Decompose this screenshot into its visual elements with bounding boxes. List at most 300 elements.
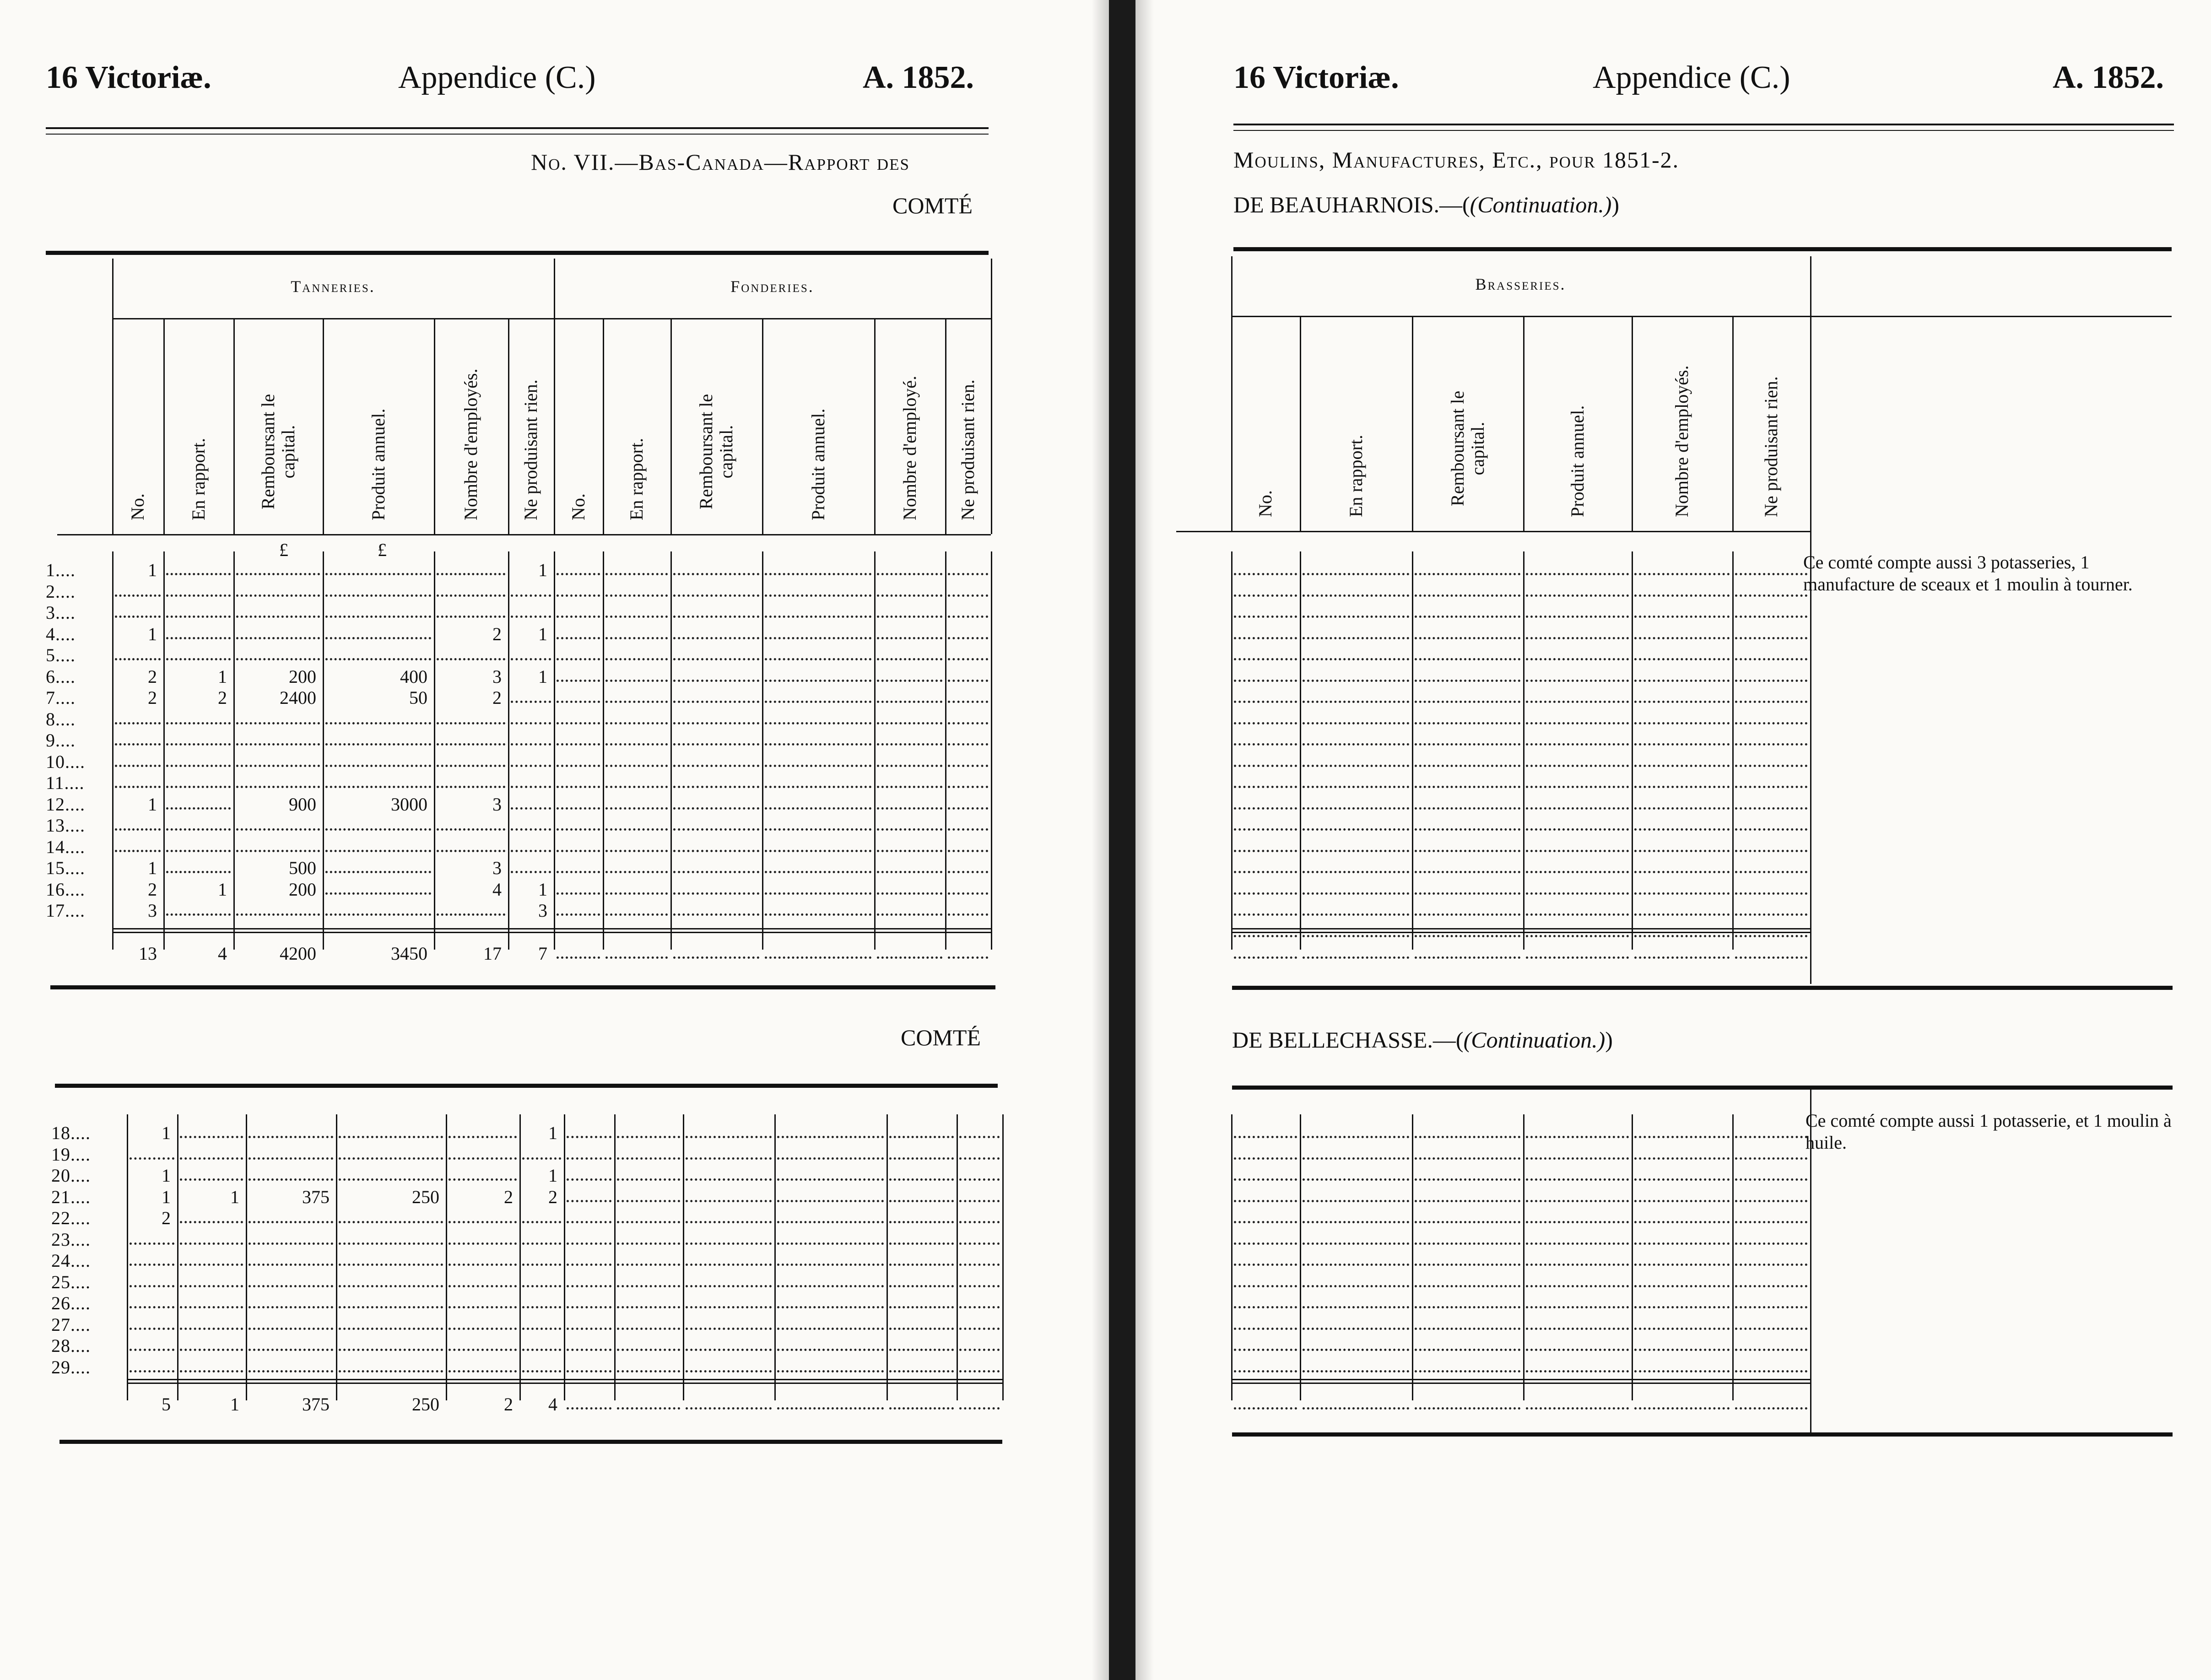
leader-dots <box>449 1370 517 1372</box>
leader-dots <box>1526 1285 1629 1287</box>
leader-dots <box>249 1328 333 1330</box>
leader-dots <box>449 1242 517 1245</box>
cell-value: 375 <box>302 1186 330 1207</box>
leader-dots <box>1735 616 1807 618</box>
county-bellechasse-name: DE BELLECHASSE. <box>1232 1027 1433 1053</box>
leader-dots <box>777 1221 884 1223</box>
total-value: 1 <box>230 1394 239 1415</box>
leader-dots <box>877 701 942 703</box>
cell-value: 1 <box>162 1123 171 1143</box>
leader-dots <box>339 1285 443 1287</box>
header-rule-right-2 <box>1233 130 2174 131</box>
right-table2-top-rule <box>1232 1086 2173 1090</box>
leader-dots <box>1415 1349 1520 1351</box>
leader-dots <box>115 850 161 852</box>
leader-dots <box>236 828 320 831</box>
row-number: 17.... <box>46 900 85 921</box>
right-table2-bottom-rule <box>1232 1432 2173 1437</box>
col-rule <box>1632 1114 1633 1400</box>
leader-dots <box>1735 1178 1807 1181</box>
leader-dots <box>1634 892 1730 895</box>
totals-rule-2 <box>1231 932 1810 933</box>
row-number: 27.... <box>51 1314 91 1335</box>
leader-dots <box>1735 892 1807 895</box>
leader-dots <box>877 680 942 682</box>
leader-dots <box>1303 850 1409 852</box>
col-rule <box>564 1114 565 1400</box>
leader-dots <box>765 701 871 703</box>
county-bellechasse: DE BELLECHASSE.—((Continuation.)) <box>1232 1027 1613 1053</box>
leader-dots <box>1415 850 1520 852</box>
col-rule <box>554 551 555 950</box>
leader-dots <box>959 1157 1000 1160</box>
col-rule <box>1810 1114 1811 1400</box>
leader-dots <box>1303 1242 1409 1245</box>
leader-dots <box>567 1264 611 1266</box>
leader-dots <box>1735 1407 1807 1410</box>
col-rule <box>323 551 324 950</box>
leader-dots <box>1303 913 1409 916</box>
leader-dots <box>166 807 231 810</box>
leader-dots <box>115 786 161 788</box>
leader-dots <box>1526 594 1629 597</box>
total-value: 4200 <box>280 943 316 964</box>
cell-value: 2 <box>492 687 502 708</box>
continuation-label-2: (Continuation.) <box>1463 1027 1606 1053</box>
row-number: 12.... <box>46 794 85 815</box>
leader-dots <box>777 1370 884 1372</box>
leader-dots <box>236 743 320 745</box>
column-heading <box>112 327 163 520</box>
leader-dots <box>339 1157 443 1160</box>
leader-dots <box>1735 1349 1807 1351</box>
leader-dots <box>1526 935 1629 937</box>
leader-dots <box>1634 658 1730 660</box>
leader-dots <box>557 892 600 895</box>
leader-dots <box>437 850 505 852</box>
leader-dots <box>1526 1136 1629 1138</box>
leader-dots <box>1303 1221 1409 1223</box>
leader-dots <box>605 913 668 916</box>
leader-dots <box>115 828 161 831</box>
leader-dots <box>249 1221 333 1223</box>
cell-value: 1 <box>218 666 227 687</box>
leader-dots <box>1634 1157 1730 1160</box>
leader-dots <box>877 913 942 916</box>
row-number: 21.... <box>51 1186 91 1207</box>
leader-dots <box>1303 1407 1409 1410</box>
leader-dots <box>673 850 759 852</box>
leader-dots <box>1634 1242 1730 1245</box>
leader-dots <box>1303 807 1409 810</box>
leader-dots <box>889 1264 954 1266</box>
leader-dots <box>777 1242 884 1245</box>
leader-dots <box>1234 956 1297 959</box>
leader-dots <box>1415 743 1520 745</box>
col-rule <box>614 1114 616 1400</box>
leader-dots <box>1526 701 1629 703</box>
leader-dots <box>617 1407 680 1410</box>
leader-dots <box>1735 701 1807 703</box>
leader-dots <box>1735 1328 1807 1330</box>
leader-dots <box>449 1157 517 1160</box>
column-heading-text: Nombre d'employés. <box>460 368 481 520</box>
leader-dots <box>889 1349 954 1351</box>
leader-dots <box>557 637 600 639</box>
leader-dots <box>1526 1349 1629 1351</box>
leader-dots <box>1415 828 1520 831</box>
row-number: 19.... <box>51 1144 91 1165</box>
leader-dots <box>765 871 871 873</box>
leader-dots <box>959 1407 1000 1410</box>
leader-dots <box>605 828 668 831</box>
leader-dots <box>877 573 942 575</box>
col-rule <box>887 1114 888 1400</box>
cell-value: 1 <box>218 879 227 900</box>
leader-dots <box>567 1306 611 1308</box>
leader-dots <box>686 1136 772 1138</box>
row-number: 20.... <box>51 1165 91 1186</box>
cell-value: 200 <box>289 879 316 900</box>
leader-dots <box>1634 1285 1730 1287</box>
row-number: 13.... <box>46 815 85 836</box>
leader-dots <box>557 807 600 810</box>
leader-dots <box>567 1157 611 1160</box>
leader-dots <box>1735 722 1807 724</box>
leader-dots <box>1415 1178 1520 1181</box>
leader-dots <box>236 786 320 788</box>
leader-dots <box>1415 722 1520 724</box>
leader-dots <box>765 637 871 639</box>
total-value: 4 <box>218 943 227 964</box>
totals-rule-2 <box>112 932 991 933</box>
leader-dots <box>236 850 320 852</box>
leader-dots <box>1735 956 1807 959</box>
leader-dots <box>567 1178 611 1181</box>
leader-dots <box>1234 786 1297 788</box>
leader-dots <box>959 1285 1000 1287</box>
leader-dots <box>437 573 505 575</box>
leader-dots <box>877 828 942 831</box>
leader-dots <box>180 1178 243 1181</box>
cell-value: 3 <box>492 794 502 815</box>
leader-dots <box>605 743 668 745</box>
leader-dots <box>449 1306 517 1308</box>
leader-dots <box>1526 1264 1629 1266</box>
right-page <box>1153 0 2211 1680</box>
cell-value: 2 <box>548 1186 557 1207</box>
leader-dots <box>686 1370 772 1372</box>
spine-shadow-right <box>1135 0 1154 1680</box>
leader-dots <box>115 594 161 597</box>
leader-dots <box>1415 765 1520 767</box>
cell-value: 400 <box>400 666 427 687</box>
leader-dots <box>877 637 942 639</box>
leader-dots <box>1415 1370 1520 1372</box>
leader-dots <box>325 743 431 745</box>
leader-dots <box>889 1328 954 1330</box>
continuation-label-1: (Continuation.) <box>1470 192 1612 217</box>
leader-dots <box>948 828 988 831</box>
column-heading-text: Produit annuel. <box>807 408 828 520</box>
leader-dots <box>339 1264 443 1266</box>
row-number: 29.... <box>51 1356 91 1377</box>
leader-dots <box>1415 956 1520 959</box>
leader-dots <box>557 743 600 745</box>
leader-dots <box>166 573 231 575</box>
leader-dots <box>777 1306 884 1308</box>
leader-dots <box>959 1136 1000 1138</box>
leader-dots <box>1234 1200 1297 1202</box>
leader-dots <box>1735 1370 1807 1372</box>
book-spine <box>1109 0 1135 1680</box>
leader-dots <box>325 786 431 788</box>
total-value: 2 <box>504 1394 513 1415</box>
leader-dots <box>1415 573 1520 575</box>
leader-dots <box>673 616 759 618</box>
leader-dots <box>522 1328 561 1330</box>
leader-dots <box>617 1264 680 1266</box>
leader-dots <box>948 594 988 597</box>
column-heading-text: Nombre d'employés. <box>1671 365 1692 517</box>
leader-dots <box>511 828 551 831</box>
totals-rule <box>112 928 991 929</box>
leader-dots <box>1526 722 1629 724</box>
leader-dots <box>1735 786 1807 788</box>
leader-dots <box>1735 871 1807 873</box>
report-title: No. VII.—Bas-Canada—Rapport des <box>531 149 910 175</box>
row-number: 14.... <box>46 836 85 857</box>
leader-dots <box>673 956 759 959</box>
col-rule <box>1810 551 1811 950</box>
leader-dots <box>777 1349 884 1351</box>
leader-dots <box>1234 1306 1297 1308</box>
row-number: 6.... <box>46 666 76 687</box>
leader-dots <box>686 1264 772 1266</box>
header-rule-right <box>1233 124 2174 125</box>
cell-value: 900 <box>289 794 316 815</box>
leader-dots <box>130 1306 174 1308</box>
leader-dots <box>511 871 551 873</box>
leader-dots <box>1234 722 1297 724</box>
leader-dots <box>1303 701 1409 703</box>
leader-dots <box>557 573 600 575</box>
leader-dots <box>449 1136 517 1138</box>
row-number: 4.... <box>46 623 76 644</box>
leader-dots <box>1415 1221 1520 1223</box>
cell-value: 2400 <box>280 687 316 708</box>
leader-dots <box>889 1370 954 1372</box>
column-heading-text: Ne produisant rien. <box>520 379 541 520</box>
col-rule <box>1231 551 1233 950</box>
leader-dots <box>686 1306 772 1308</box>
leader-dots <box>765 658 871 660</box>
leader-dots <box>567 1242 611 1245</box>
leader-dots <box>1303 1328 1409 1330</box>
leader-dots <box>1234 871 1297 873</box>
leader-dots <box>166 765 231 767</box>
leader-dots <box>236 765 320 767</box>
leader-dots <box>605 594 668 597</box>
cell-value: 2 <box>148 666 157 687</box>
leader-dots <box>889 1407 954 1410</box>
leader-dots <box>686 1178 772 1181</box>
leader-dots <box>1735 1157 1807 1160</box>
leader-dots <box>1526 956 1629 959</box>
leader-dots <box>765 913 871 916</box>
leader-dots <box>236 616 320 618</box>
leader-dots <box>567 1221 611 1223</box>
leader-dots <box>1526 573 1629 575</box>
leader-dots <box>166 722 231 724</box>
leader-dots <box>948 680 988 682</box>
leader-dots <box>1234 573 1297 575</box>
leader-dots <box>1735 1221 1807 1223</box>
leader-dots <box>557 871 600 873</box>
leader-dots <box>1634 871 1730 873</box>
leader-dots <box>1303 722 1409 724</box>
leader-dots <box>557 594 600 597</box>
leader-dots <box>1634 850 1730 852</box>
leader-dots <box>130 1370 174 1372</box>
header-session: 16 Victoriæ. <box>46 60 211 95</box>
header-appendix-right: Appendice (C.) <box>1593 60 1790 95</box>
leader-dots <box>889 1200 954 1202</box>
column-heading-text: Produit annuel. <box>1567 405 1588 517</box>
cell-value: 2 <box>492 623 502 644</box>
leader-dots <box>1303 1370 1409 1372</box>
leader-dots <box>673 743 759 745</box>
leader-dots <box>567 1136 611 1138</box>
leader-dots <box>617 1349 680 1351</box>
leader-dots <box>673 892 759 895</box>
leader-dots <box>1415 637 1520 639</box>
leader-dots <box>522 1221 561 1223</box>
leader-dots <box>686 1157 772 1160</box>
col-rule <box>434 551 435 950</box>
leader-dots <box>1526 1328 1629 1330</box>
leader-dots <box>1303 1136 1409 1138</box>
leader-dots <box>889 1242 954 1245</box>
leader-dots <box>889 1221 954 1223</box>
row-number: 16.... <box>46 879 85 900</box>
right-table-bottom-rule <box>1232 986 2173 990</box>
leader-dots <box>877 765 942 767</box>
leader-dots <box>1735 850 1807 852</box>
leader-dots <box>673 913 759 916</box>
leader-dots <box>522 1242 561 1245</box>
col-rule <box>1300 551 1301 950</box>
totals-rule-2 <box>127 1383 1002 1384</box>
column-heading-text: En rapport. <box>626 438 647 520</box>
leader-dots <box>1634 1136 1730 1138</box>
header-rule <box>46 127 989 129</box>
leader-dots <box>1303 573 1409 575</box>
leader-dots <box>673 658 759 660</box>
col-rule <box>336 1114 337 1400</box>
leader-dots <box>339 1221 443 1223</box>
row-number: 18.... <box>51 1123 91 1143</box>
col-rule <box>1732 1114 1734 1400</box>
leader-dots <box>1634 1349 1730 1351</box>
leader-dots <box>437 594 505 597</box>
leader-dots <box>180 1242 243 1245</box>
leader-dots <box>765 828 871 831</box>
col-rule <box>1632 551 1633 950</box>
leader-dots <box>1303 871 1409 873</box>
leader-dots <box>236 658 320 660</box>
leader-dots <box>1303 828 1409 831</box>
leader-dots <box>1415 701 1520 703</box>
leader-dots <box>166 594 231 597</box>
leader-dots <box>1735 680 1807 682</box>
leader-dots <box>325 616 431 618</box>
leader-dots <box>673 680 759 682</box>
leader-dots <box>777 1136 884 1138</box>
column-heading-text: Produit annuel. <box>368 408 389 520</box>
column-heading-text: Nombre d'employé. <box>899 375 920 520</box>
leader-dots <box>557 786 600 788</box>
leader-dots <box>557 828 600 831</box>
column-heading-text: Remboursant le capital. <box>1447 390 1488 507</box>
column-heading <box>874 327 945 520</box>
leader-dots <box>236 594 320 597</box>
col-rule <box>519 1114 521 1400</box>
total-value: 5 <box>162 1394 171 1415</box>
leader-dots <box>1634 786 1730 788</box>
leader-dots <box>1526 828 1629 831</box>
leader-dots <box>522 1306 561 1308</box>
leader-dots <box>877 850 942 852</box>
leader-dots <box>325 722 431 724</box>
leader-dots <box>1234 1157 1297 1160</box>
leader-dots <box>617 1285 680 1287</box>
leader-dots <box>605 850 668 852</box>
leader-dots <box>249 1370 333 1372</box>
leader-dots <box>617 1328 680 1330</box>
leader-dots <box>959 1242 1000 1245</box>
row-number: 24.... <box>51 1250 91 1271</box>
header-bottom-rule <box>1176 531 1810 532</box>
leader-dots <box>1303 616 1409 618</box>
table2-bottom-rule <box>59 1440 1002 1444</box>
leader-dots <box>325 892 431 895</box>
leader-dots <box>1526 1306 1629 1308</box>
leader-dots <box>325 871 431 873</box>
leader-dots <box>325 573 431 575</box>
leader-dots <box>948 658 988 660</box>
leader-dots <box>1234 807 1297 810</box>
leader-dots <box>166 786 231 788</box>
cell-value: 1 <box>548 1165 557 1186</box>
leader-dots <box>166 616 231 618</box>
leader-dots <box>1234 1285 1297 1287</box>
leader-dots <box>1234 1264 1297 1266</box>
leader-dots <box>511 786 551 788</box>
cell-value: 1 <box>548 1123 557 1143</box>
leader-dots <box>959 1349 1000 1351</box>
leader-dots <box>1303 594 1409 597</box>
col-rule <box>603 551 604 950</box>
leader-dots <box>948 573 988 575</box>
leader-dots <box>889 1136 954 1138</box>
leader-dots <box>325 828 431 831</box>
leader-dots <box>325 913 431 916</box>
leader-dots <box>437 913 505 916</box>
leader-dots <box>1634 722 1730 724</box>
leader-dots <box>777 1328 884 1330</box>
leader-dots <box>1234 743 1297 745</box>
